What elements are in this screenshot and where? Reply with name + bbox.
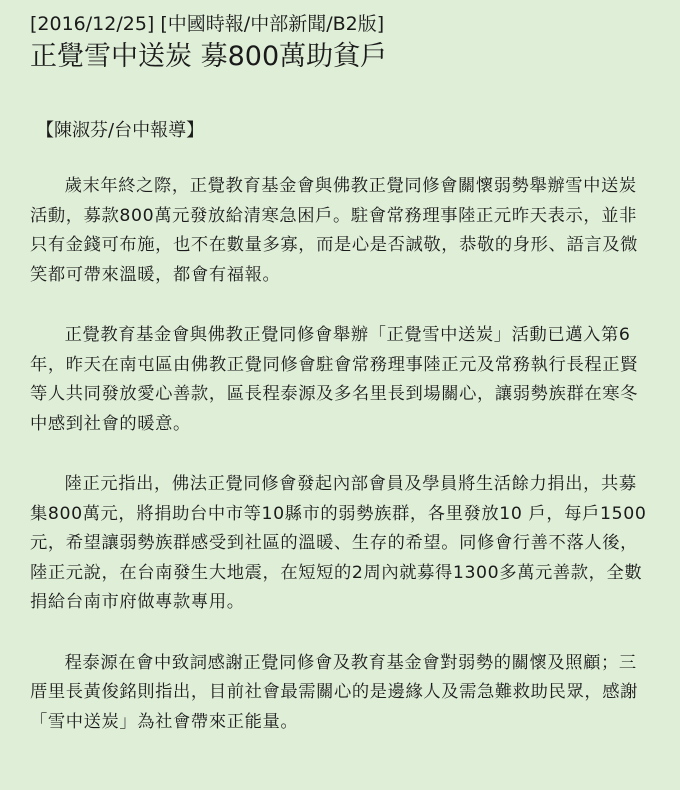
article-paragraph-3: 陸正元指出，佛法正覺同修會發起內部會員及學員將生活餘力捐出，共募集800萬元，將捐助台中市等10縣市的弱勢族群，各里發放10 戶，每戶1500元，希望讓弱勢族群感受到社區的溫暖、生存的希望。同修會行善不落人後，陸正元說，在台南發生大地震，在短短的2周內就募得1300多萬元善款，全數捐給台南市府做專款專用。 bbox=[30, 474, 647, 612]
article-paragraph-4: 程泰源在會中致詞感謝正覺同修會及教育基金會對弱勢的關懷及照顧；三厝里長黃俊銘則指出，目前社會最需關心的是邊緣人及需急難救助民眾，感謝「雪中送炭」為社會帶來正能量。 bbox=[30, 652, 638, 732]
article-paragraph-2: 正覺教育基金會與佛教正覺同修會舉辦「正覺雪中送炭」活動已邁入第6年，昨天在南屯區由佛教正覺同修會駐會常務理事陸正元及常務執行長程正賢等人共同發放愛心善款，區長程泰源及多名里長到場關心，讓弱勢族群在寒冬中感到社會的暖意。 bbox=[30, 325, 638, 434]
article-paragraph-1: 歲末年終之際，正覺教育基金會與佛教正覺同修會關懷弱勢舉辦雪中送炭活動，募款800萬元發放給清寒急困戶。駐會常務理事陸正元昨天表示，並非只有金錢可布施，也不在數量多寡，而是心是否誠敬，恭敬的身形、語言及微笑都可帶來溫暖，都會有福報。 bbox=[30, 176, 638, 285]
article-headline: 正覺雪中送炭 募800萬助貧戶 bbox=[30, 41, 388, 72]
article-byline: 【陳淑芬/台中報導】 bbox=[36, 120, 205, 141]
article-dateline: [2016/12/25] [中國時報/中部新聞/B2版] bbox=[30, 13, 385, 35]
